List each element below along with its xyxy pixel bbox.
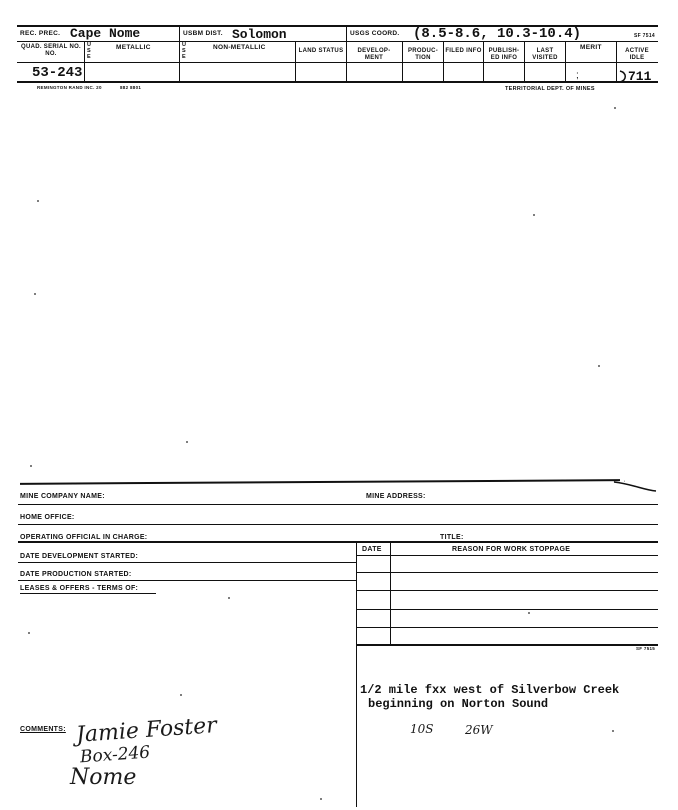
form-number-top: SF 7514 — [634, 33, 656, 39]
land-status-label: LAND STATUS — [298, 48, 344, 54]
comment-box: Box-246 — [79, 742, 151, 768]
form-number-bottom: SF 7515 — [636, 646, 656, 651]
comment-town: Nome — [70, 765, 137, 790]
operating-official-label: OPERATING OFFICIAL IN CHARGE: — [20, 534, 148, 541]
header-inner-rule — [17, 62, 658, 63]
active-idle-value: 711 — [628, 69, 652, 84]
usbm-dist-label: USBM DIST. — [183, 30, 223, 37]
home-office-label: HOME OFFICE: — [20, 514, 75, 521]
active-idle-bracket — [618, 70, 628, 83]
mine-company-label: MINE COMPANY NAME: — [20, 493, 105, 500]
usgs-coord-value: (8.5-8.6, 10.3-10.4) — [413, 26, 582, 42]
printer-line: REMINGTON RAND INC. 20 — [37, 85, 102, 90]
last-visited-label: LAST VISITED — [532, 48, 558, 61]
published-info-label: PUBLISH- ED INFO — [488, 48, 520, 61]
mine-address-label: MINE ADDRESS: — [366, 493, 426, 500]
location-note-line2: beginning on Norton Sound — [368, 697, 549, 711]
work-stoppage-label: REASON FOR WORK STOPPAGE — [452, 546, 571, 553]
date-development-label: DATE DEVELOPMENT STARTED: — [20, 553, 139, 560]
comment-name: Jamie Foster — [75, 713, 218, 748]
location-note-line1: 1/2 mile fxx west of Silverbow Creek — [360, 683, 620, 697]
metallic-label: METALLIC — [116, 44, 151, 51]
merit-mark: ; — [576, 70, 579, 81]
township-note: 10S — [410, 722, 434, 736]
territorial-dept: TERRITORIAL DEPT. OF MINES — [505, 86, 595, 92]
header-bottom-rule — [17, 81, 658, 83]
rec-prec-label: REC. PREC. — [20, 30, 61, 37]
range-note: 26W — [465, 723, 493, 737]
production-label: PRODUC- TION — [407, 48, 439, 61]
mine-record-card: REC. PREC. Cape Nome USBM DIST. Solomon USGS COORD. (8.5-8.6, 10.3-10.4) SF 7514 QUAD. SERIAL NO. NO. U S E METALLIC U S E NON-METALLIC LAND STATUS DEVELOP- MENT PRODUC- TION FILED INFO PUBLISH- ED INFO LAST VISITED MERIT ACTIVE IDLE 53-243 ; 711 REMINGTON RAND INC. 20 882 8801 TERRITORIAL DEPT. OF MINES · · MINE COMPANY NAME: MINE ADDRESS: HOME OFFICE: OPERATING OFFICIAL IN CHARGE: TITLE: DATE REASON FOR WORK STOPPAGE SF 7515 DATE DEVELOPMENT STARTED: DATE PRODUCTION STARTED: LEASES & OFFERS - TERMS OF: 1/2 mile fxx west of Silverbow Creek beginning on Norton Sound 10S 26W COMMENTS: Jamie Foster Box-246 Nome — [0, 0, 678, 810]
date-column-label: DATE — [362, 546, 382, 553]
date-column-divider — [390, 541, 391, 645]
quad-serial-label: QUAD. SERIAL NO. NO. — [20, 44, 82, 57]
rec-prec-value: Cape Nome — [70, 26, 141, 41]
use-letters-metallic: U S E — [87, 42, 92, 60]
serial-value: 53-243 — [32, 65, 83, 81]
non-metallic-label: NON-METALLIC — [213, 44, 266, 51]
lower-top-rule — [20, 479, 620, 485]
usbm-dist-value: Solomon — [232, 27, 287, 42]
usgs-coord-label: USGS COORD. — [350, 30, 400, 37]
merit-label: MERIT — [580, 44, 602, 51]
filed-info-label: FILED INFO — [445, 48, 482, 54]
development-label: DEVELOP- MENT — [357, 48, 391, 61]
leases-offers-label: LEASES & OFFERS - TERMS OF: — [20, 585, 139, 592]
printer-codes: 882 8801 — [120, 85, 142, 90]
date-production-label: DATE PRODUCTION STARTED: — [20, 571, 132, 578]
lower-center-divider — [356, 541, 357, 807]
active-idle-label: ACTIVE IDLE — [625, 48, 649, 61]
use-letters-nonmetallic: U S E — [182, 42, 187, 60]
comments-label: COMMENTS: — [20, 726, 66, 733]
title-label: TITLE: — [440, 534, 464, 541]
